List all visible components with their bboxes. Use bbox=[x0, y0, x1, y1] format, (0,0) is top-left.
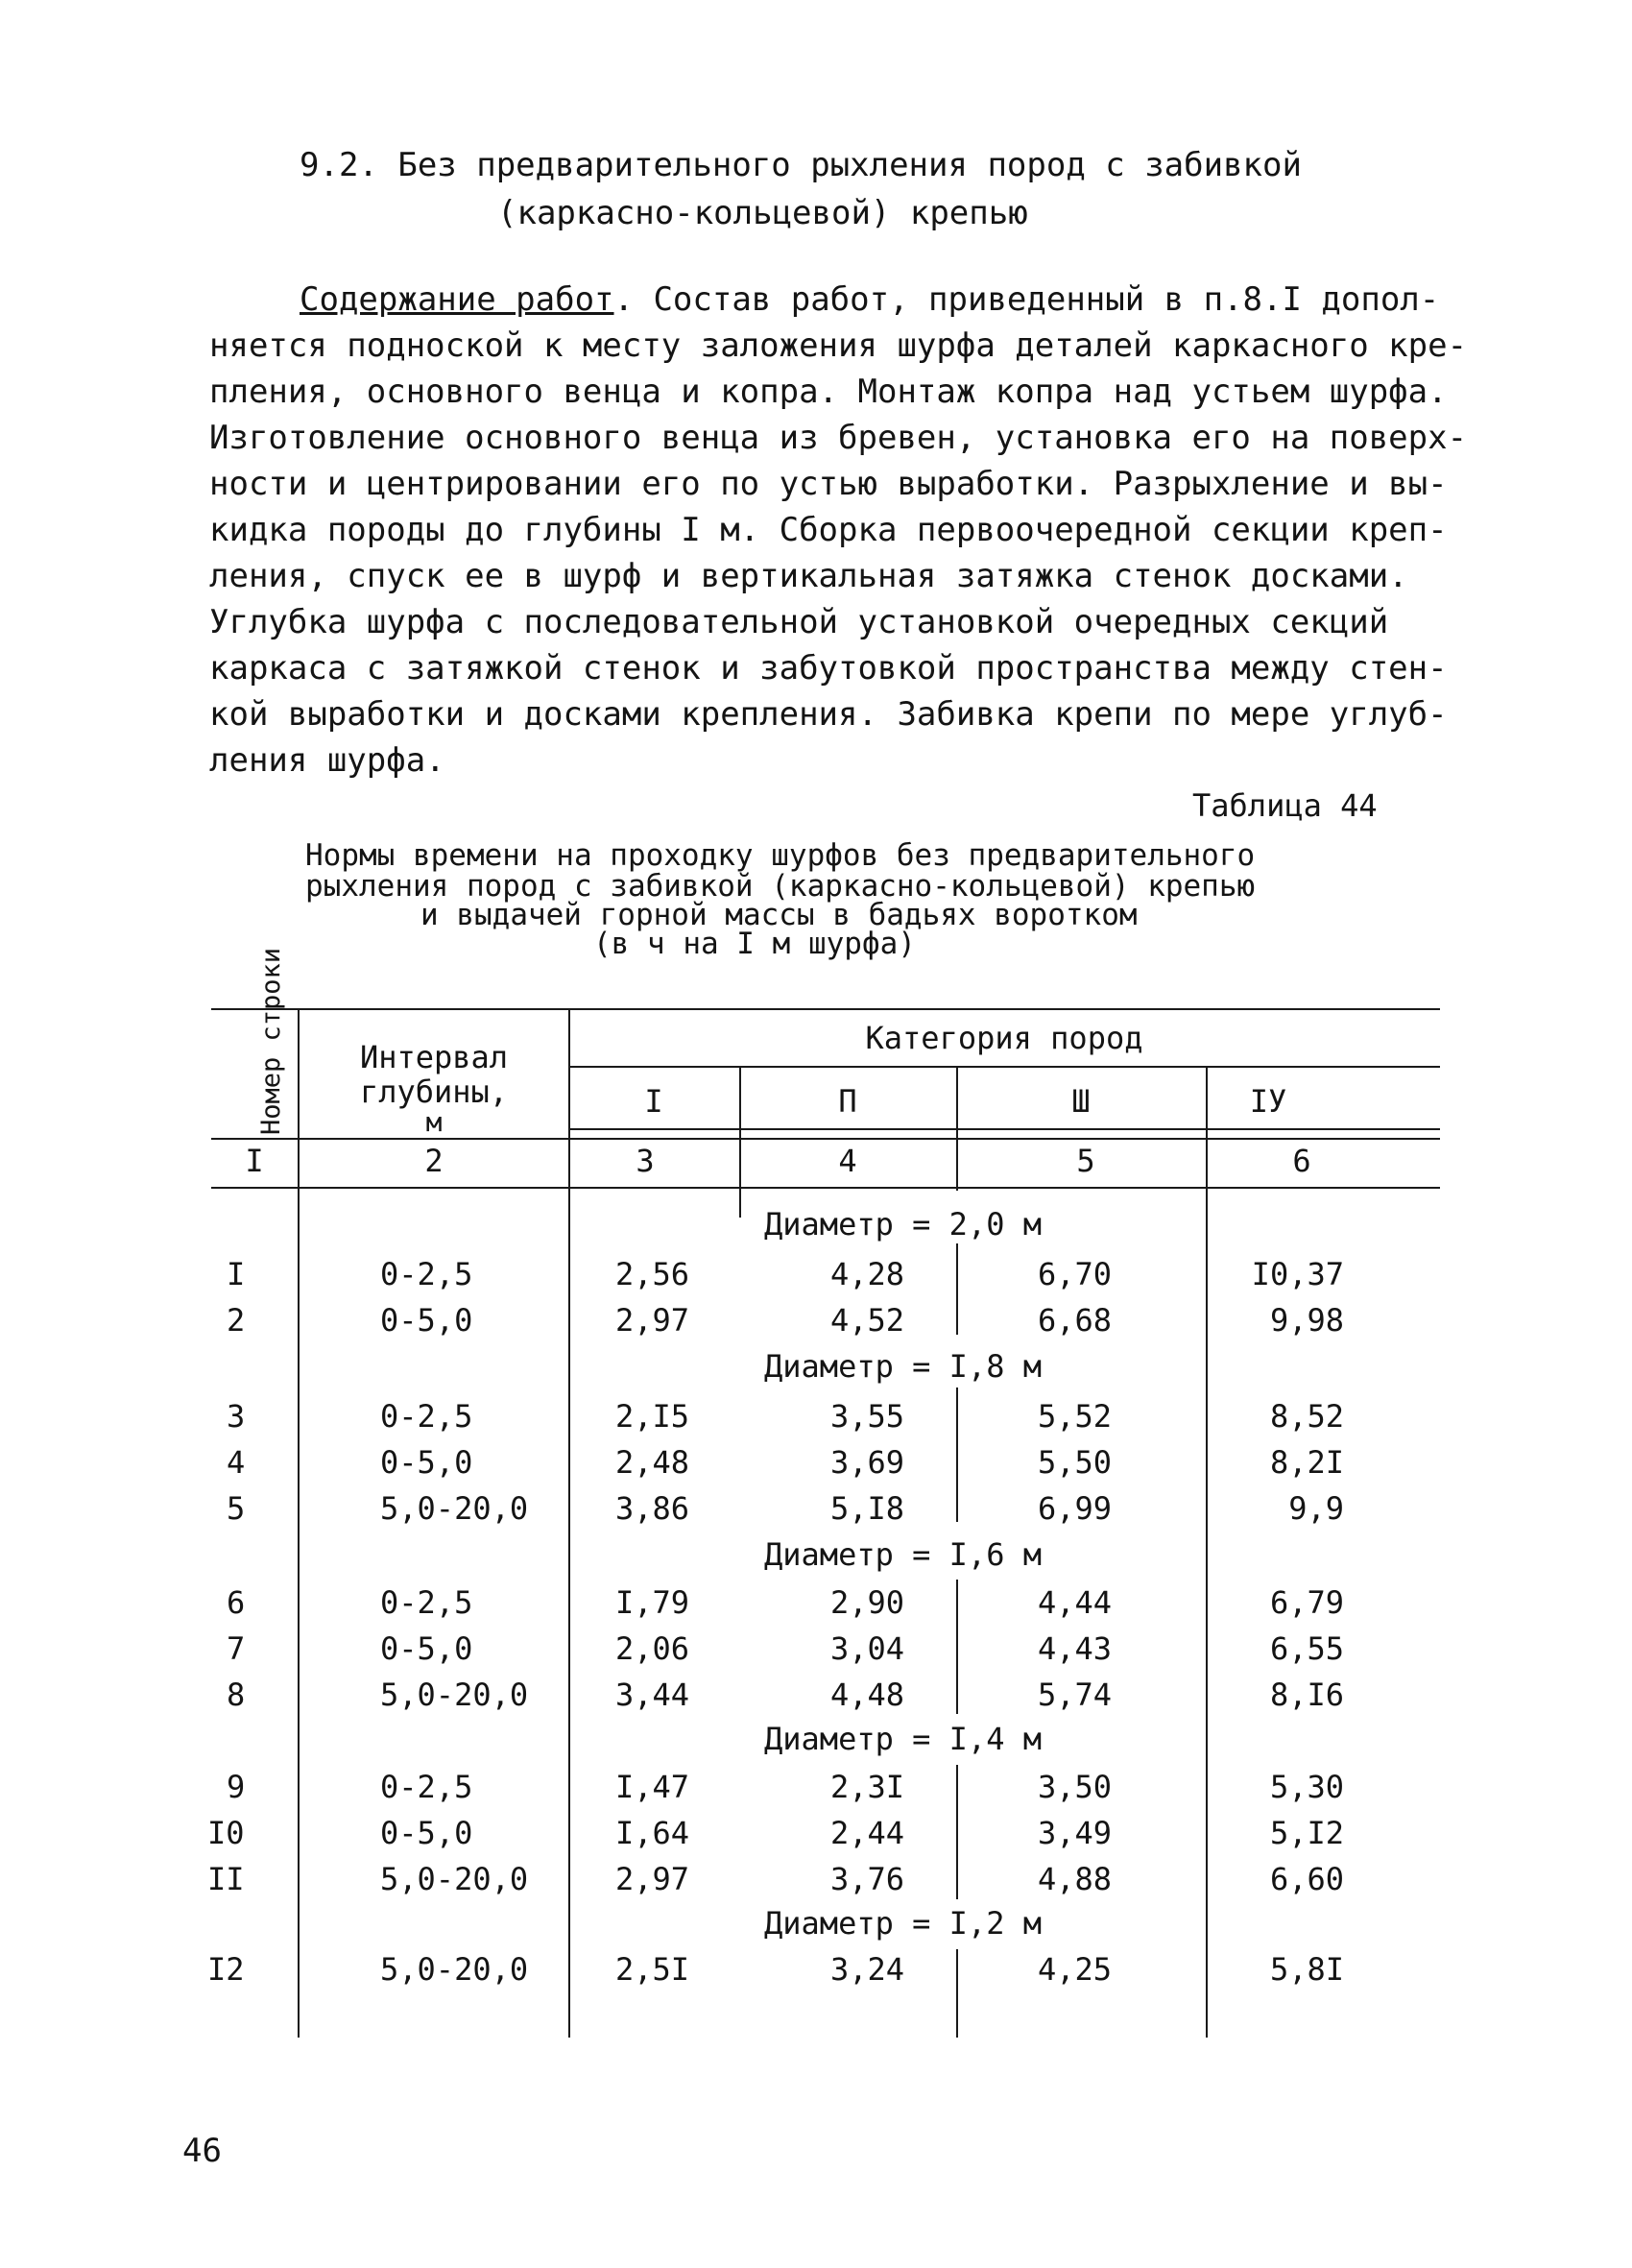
cat4-cell: 8,I6 bbox=[1269, 1677, 1344, 1713]
cat1-cell: 2,97 bbox=[614, 1302, 689, 1339]
cat2-cell: 3,04 bbox=[829, 1630, 904, 1667]
col-number-3: 3 bbox=[636, 1143, 655, 1179]
paragraph-line-5: ности и центрировании его по устью выработки. Разрыхление и вы- bbox=[209, 465, 1448, 503]
depth-cell: 0-5,0 bbox=[380, 1444, 473, 1481]
cat1-cell: 3,44 bbox=[614, 1677, 689, 1713]
col-number-5: 5 bbox=[1076, 1143, 1095, 1179]
diameter-label: Диаметр = I,4 м bbox=[764, 1721, 1042, 1757]
row-number: I bbox=[227, 1256, 246, 1292]
cat4-cell: 6,55 bbox=[1269, 1630, 1344, 1667]
depth-cell: 5,0-20,0 bbox=[380, 1677, 529, 1713]
cat2-cell: 4,48 bbox=[829, 1677, 904, 1713]
header-cat-2: П bbox=[838, 1083, 857, 1120]
table-caption-line-4: (в ч на I м шурфа) bbox=[593, 927, 916, 961]
cat2-cell: 2,44 bbox=[829, 1815, 904, 1851]
header-depth-line-3: м bbox=[425, 1106, 443, 1138]
diameter-label: Диаметр = I,2 м bbox=[764, 1905, 1042, 1942]
cat1-cell: 2,97 bbox=[614, 1861, 689, 1897]
cat1-cell: 2,48 bbox=[614, 1444, 689, 1481]
cat2-cell: 2,3I bbox=[829, 1769, 904, 1805]
depth-cell: 0-2,5 bbox=[380, 1398, 473, 1435]
row-number: 5 bbox=[227, 1490, 246, 1527]
col-number-6: 6 bbox=[1292, 1143, 1311, 1179]
row-number: 3 bbox=[227, 1398, 246, 1435]
cat3-cell: 5,74 bbox=[1037, 1677, 1112, 1713]
paragraph-line-7: ления, спуск ее в шурф и вертикальная затяжка стенок досками. bbox=[209, 557, 1408, 595]
cat3-cell: 4,88 bbox=[1037, 1861, 1112, 1897]
table-label: Таблица 44 bbox=[1192, 787, 1378, 824]
col-divider-3-stub bbox=[739, 1187, 741, 1218]
table-caption-line-1: Нормы времени на проходку шурфов без предварительного bbox=[305, 838, 1256, 873]
cat2-cell: 2,90 bbox=[829, 1584, 904, 1621]
depth-cell: 0-2,5 bbox=[380, 1256, 473, 1292]
row-number: 9 bbox=[227, 1769, 246, 1805]
cat4-cell: 8,52 bbox=[1269, 1398, 1344, 1435]
cat2-cell: 3,69 bbox=[829, 1444, 904, 1481]
header-cat-1: I bbox=[644, 1083, 663, 1120]
cat3-cell: 6,99 bbox=[1037, 1490, 1112, 1527]
header-bottom-rule bbox=[211, 1138, 1440, 1140]
depth-cell: 0-5,0 bbox=[380, 1302, 473, 1339]
cat3-cell: 6,70 bbox=[1037, 1256, 1112, 1292]
cat4-cell: 9,9 bbox=[1288, 1490, 1344, 1527]
header-cat-3: Ш bbox=[1071, 1083, 1091, 1120]
header-row-number: Номер строки bbox=[256, 947, 286, 1135]
depth-cell: 0-5,0 bbox=[380, 1630, 473, 1667]
cat4-cell: 8,2I bbox=[1269, 1444, 1344, 1481]
cat1-cell: 2,I5 bbox=[614, 1398, 689, 1435]
cat3-cell: 4,25 bbox=[1037, 1951, 1112, 1988]
paragraph-line-2: няется подноской к месту заложения шурфа деталей каркасного кре- bbox=[209, 326, 1468, 365]
cat1-cell: 3,86 bbox=[614, 1490, 689, 1527]
cat-separator-g3 bbox=[956, 1580, 958, 1714]
section-title-line-1: 9.2. Без предварительного рыхления пород с забивкой bbox=[300, 146, 1302, 184]
cat-separator-g5 bbox=[956, 1949, 958, 2038]
cat2-cell: 4,52 bbox=[829, 1302, 904, 1339]
cat1-cell: 2,5I bbox=[614, 1951, 689, 1988]
cat4-cell: 6,79 bbox=[1269, 1584, 1344, 1621]
cat-separator-g2 bbox=[956, 1387, 958, 1522]
col-number-1: I bbox=[245, 1143, 264, 1179]
cat4-cell: 9,98 bbox=[1269, 1302, 1344, 1339]
paragraph-label: Содержание работ bbox=[300, 280, 614, 319]
category-underline bbox=[568, 1066, 1440, 1068]
paragraph-line-3: пления, основного венца и копра. Монтаж копра над устьем шурфа. bbox=[209, 373, 1448, 411]
row-number: 6 bbox=[227, 1584, 246, 1621]
cat-separator-g1 bbox=[956, 1243, 958, 1335]
depth-cell: 0-2,5 bbox=[380, 1769, 473, 1805]
cat4-cell: 5,30 bbox=[1269, 1769, 1344, 1805]
cat1-cell: I,64 bbox=[614, 1815, 689, 1851]
table-top-rule bbox=[211, 1008, 1440, 1010]
row-number: 7 bbox=[227, 1630, 246, 1667]
category-sub-underline bbox=[568, 1128, 1440, 1130]
diameter-label: Диаметр = I,8 м bbox=[764, 1348, 1042, 1385]
col-divider-5 bbox=[1206, 1066, 1208, 2038]
header-cat-4: IУ bbox=[1249, 1083, 1287, 1120]
cat1-cell: I,47 bbox=[614, 1769, 689, 1805]
paragraph-line-8: Углубка шурфа с последовательной установкой очередных секций bbox=[209, 603, 1389, 641]
cat4-cell: 5,8I bbox=[1269, 1951, 1344, 1988]
paragraph-line-6: кидка породы до глубины I м. Сборка первоочередной секции креп- bbox=[209, 511, 1448, 549]
diameter-label: Диаметр = 2,0 м bbox=[764, 1206, 1042, 1243]
table-caption-line-3: и выдачей горной массы в бадьях воротком bbox=[420, 898, 1138, 932]
column-numbers-rule bbox=[211, 1187, 1440, 1189]
header-category: Категория пород bbox=[865, 1020, 1143, 1056]
col-number-4: 4 bbox=[838, 1143, 857, 1179]
paragraph-line-9: каркаса с затяжкой стенок и забутовкой пространства между стен- bbox=[209, 649, 1448, 688]
paragraph-line-11: ления шурфа. bbox=[209, 741, 445, 780]
table-caption-line-2: рыхления пород с забивкой (каркасно-кольцевой) крепью bbox=[305, 869, 1256, 904]
cat1-cell: 2,06 bbox=[614, 1630, 689, 1667]
paragraph-line-4: Изготовление основного венца из бревен, установка его на поверх- bbox=[209, 419, 1468, 457]
cat2-cell: 5,I8 bbox=[829, 1490, 904, 1527]
cat-separator-g4 bbox=[956, 1765, 958, 1899]
cat2-cell: 3,55 bbox=[829, 1398, 904, 1435]
cat4-cell: 5,I2 bbox=[1269, 1815, 1344, 1851]
cat3-cell: 3,50 bbox=[1037, 1769, 1112, 1805]
depth-cell: 0-2,5 bbox=[380, 1584, 473, 1621]
cat1-cell: I,79 bbox=[614, 1584, 689, 1621]
page-number: 46 bbox=[182, 2132, 222, 2170]
header-depth-line-1: Интервал bbox=[359, 1039, 509, 1075]
cat3-cell: 4,43 bbox=[1037, 1630, 1112, 1667]
cat2-cell: 3,76 bbox=[829, 1861, 904, 1897]
depth-cell: 5,0-20,0 bbox=[380, 1861, 529, 1897]
cat3-cell: 6,68 bbox=[1037, 1302, 1112, 1339]
cat1-cell: 2,56 bbox=[614, 1256, 689, 1292]
cat2-cell: 3,24 bbox=[829, 1951, 904, 1988]
col-number-2: 2 bbox=[424, 1143, 444, 1179]
cat4-cell: I0,37 bbox=[1251, 1256, 1344, 1292]
header-depth-line-2: глубины, bbox=[359, 1074, 509, 1110]
row-number: 2 bbox=[227, 1302, 246, 1339]
cat3-cell: 5,50 bbox=[1037, 1444, 1112, 1481]
diameter-label: Диаметр = I,6 м bbox=[764, 1536, 1042, 1573]
cat3-cell: 5,52 bbox=[1037, 1398, 1112, 1435]
row-number: 4 bbox=[227, 1444, 246, 1481]
cat3-cell: 3,49 bbox=[1037, 1815, 1112, 1851]
depth-cell: 5,0-20,0 bbox=[380, 1490, 529, 1527]
cat2-cell: 4,28 bbox=[829, 1256, 904, 1292]
paragraph-line-1: . Состав работ, приведенный в п.8.I допол- bbox=[613, 280, 1440, 319]
depth-cell: 5,0-20,0 bbox=[380, 1951, 529, 1988]
row-number: I0 bbox=[207, 1815, 245, 1851]
paragraph-line-10: кой выработки и досками крепления. Забивка крепи по мере углуб- bbox=[209, 695, 1448, 734]
paragraph-first-line bbox=[300, 280, 1439, 319]
row-number: II bbox=[207, 1861, 245, 1897]
row-number: 8 bbox=[227, 1677, 246, 1713]
cat3-cell: 4,44 bbox=[1037, 1584, 1112, 1621]
depth-cell: 0-5,0 bbox=[380, 1815, 473, 1851]
cat4-cell: 6,60 bbox=[1269, 1861, 1344, 1897]
row-number: I2 bbox=[207, 1951, 245, 1988]
section-title-line-2: (каркасно-кольцевой) крепью bbox=[497, 194, 1028, 232]
